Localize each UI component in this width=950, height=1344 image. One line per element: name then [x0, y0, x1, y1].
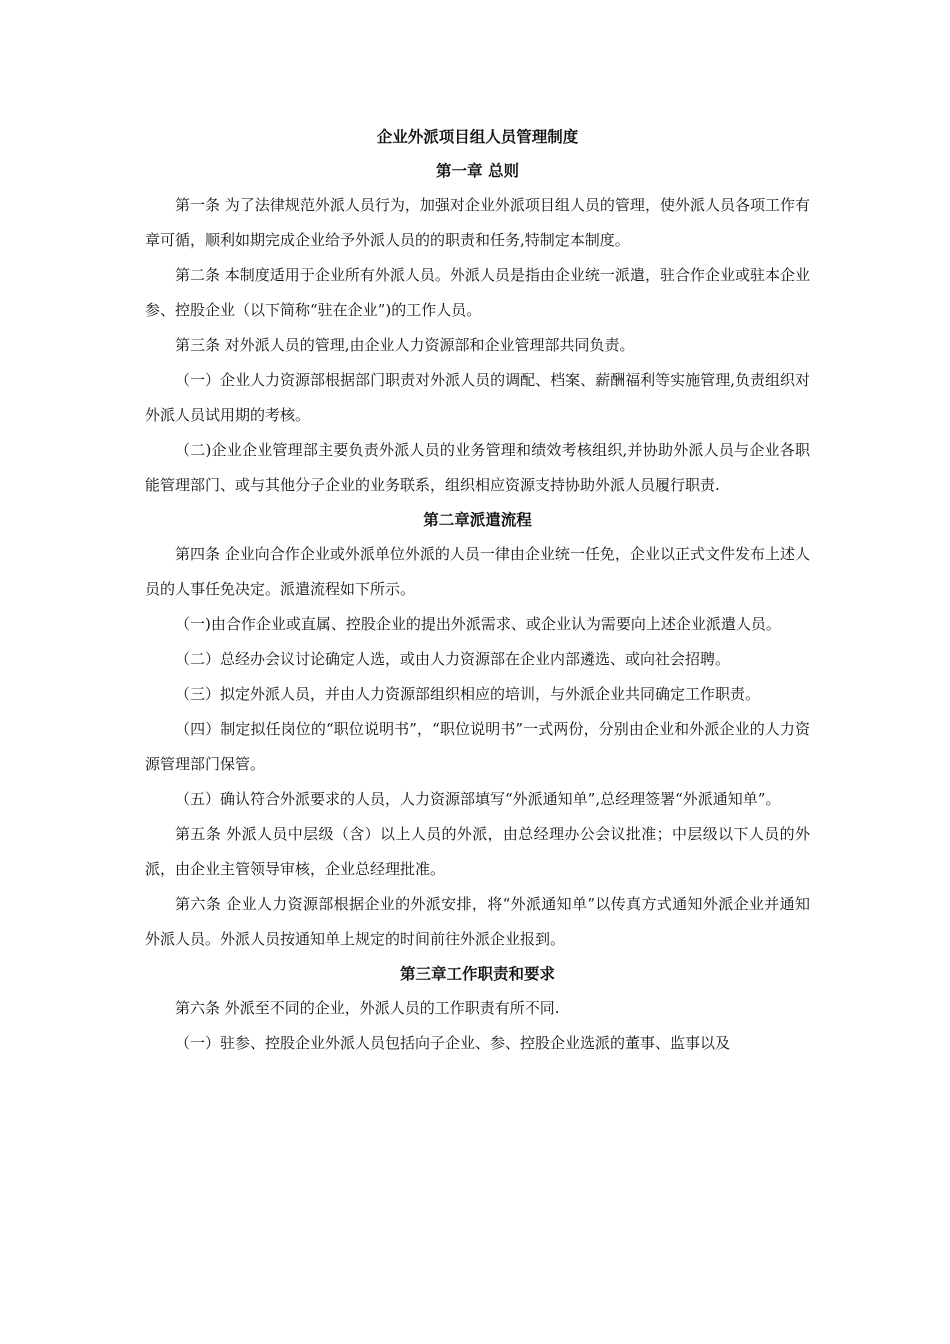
article-3: 第三条 对外派人员的管理,由企业人力资源部和企业管理部共同负责。	[175, 336, 635, 354]
chapter-3-heading: 第三章工作职责和要求	[399, 965, 555, 983]
article-3-item-1: （一）企业人力资源部根据部门职责对外派人员的调配、档案、薪酬福利等实施管理,负责组织对外派人员试用期的考核。	[145, 371, 810, 424]
article-4-item-4: （四）制定拟任岗位的“职位说明书”，“职位说明书”一式两份，分别由企业和外派企业的人力资源管理部门保管。	[145, 720, 810, 773]
document-title: 企业外派项目组人员管理制度	[376, 128, 579, 146]
article-5: 第五条 外派人员中层级（含）以上人员的外派，由总经理办公会议批准；中层级以下人员的外派，由企业主管领导审核，企业总经理批准。	[145, 825, 810, 878]
document-body	[145, 120, 810, 1061]
article-4: 第四条 企业向合作企业或外派单位外派的人员一律由企业统一任免，企业以正式文件发布上述人员的人事任免决定。派遣流程如下所示。	[145, 545, 810, 598]
article-6-duties: 第六条 外派至不同的企业，外派人员的工作职责有所不同.	[175, 999, 560, 1017]
article-1: 第一条 为了法律规范外派人员行为，加强对企业外派项目组人员的管理，使外派人员各项工作有章可循，顺利如期完成企业给予外派人员的的职责和任务,特制定本制度。	[145, 196, 810, 249]
chapter-2-heading: 第二章派遣流程	[423, 511, 532, 529]
article-4-item-5: （五）确认符合外派要求的人员，人力资源部填写“外派通知单”,总经理签署“外派通知单”。	[175, 790, 781, 808]
chapter-1-heading: 第一章 总则	[436, 162, 519, 180]
article-3-item-2: （二)企业企业管理部主要负责外派人员的业务管理和绩效考核组织,并协助外派人员与企业各职能管理部门、或与其他分子企业的业务联系，组织相应资源支持协助外派人员履行职责.	[145, 441, 810, 494]
article-6-duties-item-1: （一）驻参、控股企业外派人员包括向子企业、参、控股企业选派的董事、监事以及	[175, 1034, 731, 1052]
article-4-item-2: （二）总经办会议讨论确定人选，或由人力资源部在企业内部遴选、或向社会招聘。	[175, 650, 731, 668]
article-6: 第六条 企业人力资源部根据企业的外派安排，将“外派通知单”以传真方式通知外派企业并通知外派人员。外派人员按通知单上规定的时间前往外派企业报到。	[145, 895, 810, 948]
article-4-item-1: （一)由合作企业或直属、控股企业的提出外派需求、或企业认为需要向上述企业派遣人员。	[175, 615, 781, 633]
article-4-item-3: （三）拟定外派人员，并由人力资源部组织相应的培训，与外派企业共同确定工作职责。	[175, 685, 761, 703]
article-2: 第二条 本制度适用于企业所有外派人员。外派人员是指由企业统一派遣，驻合作企业或驻本企业参、控股企业（以下简称“驻在企业”)的工作人员。	[145, 266, 810, 319]
